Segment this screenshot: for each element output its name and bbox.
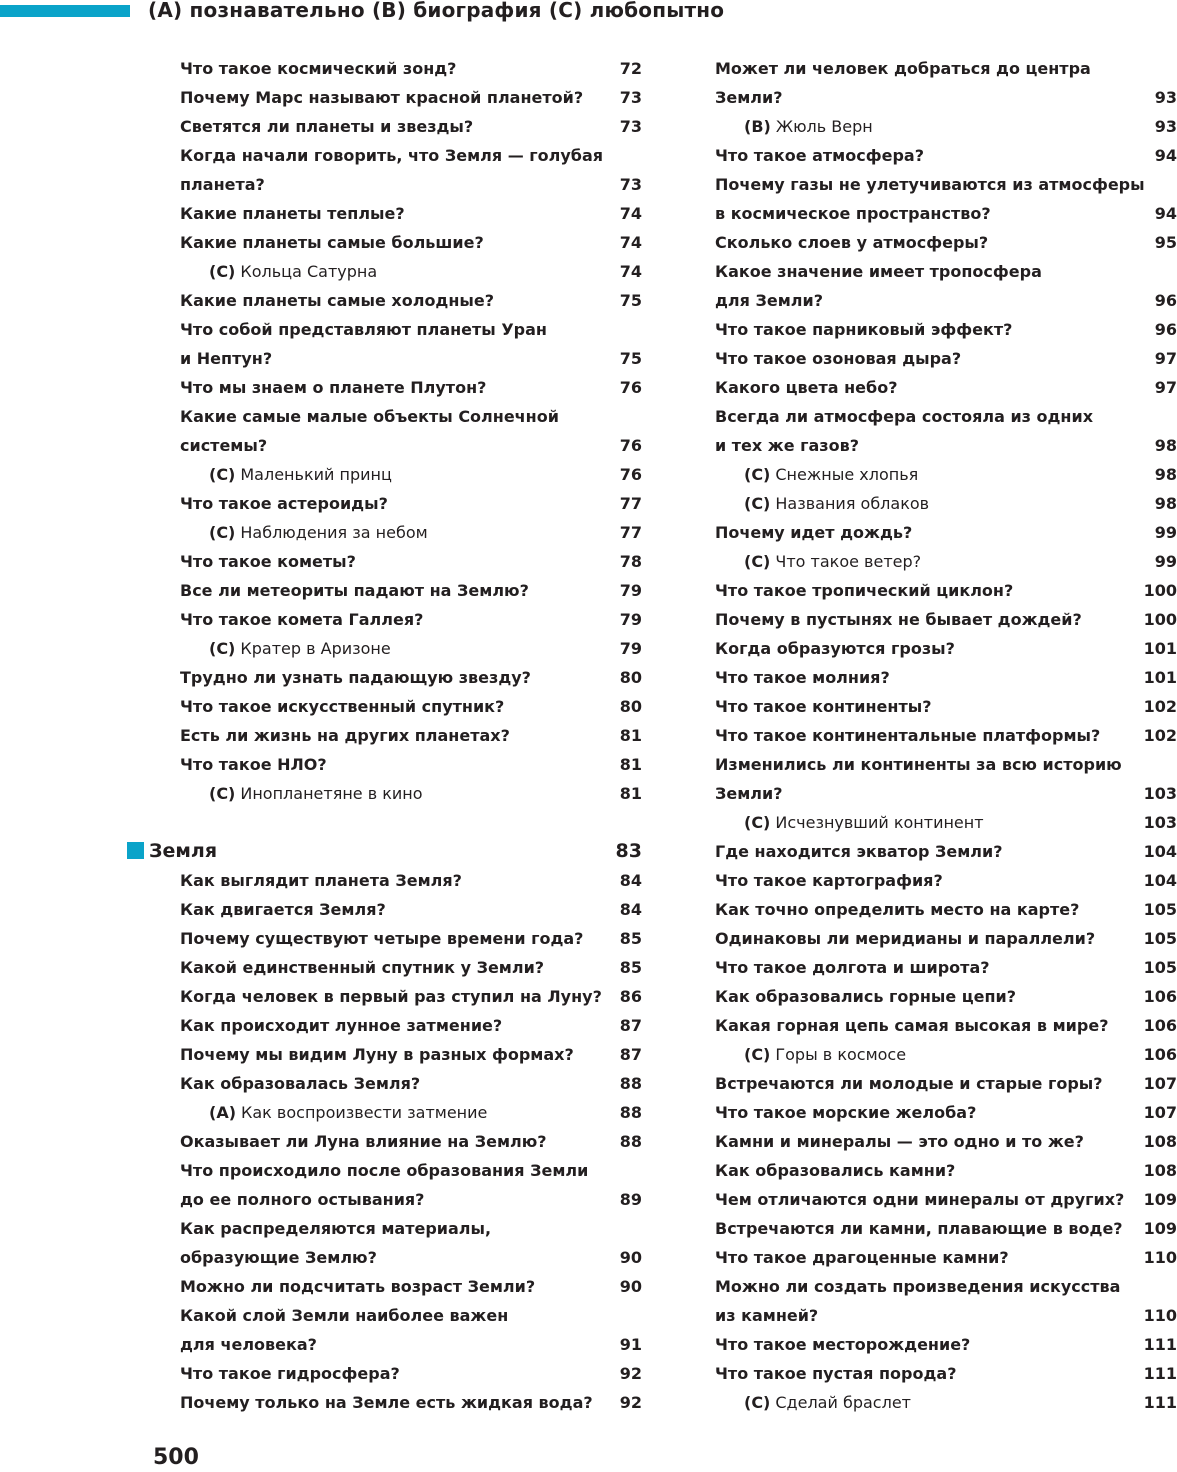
toc-subentry[interactable] (715, 808, 1177, 837)
toc-page-number: 74 (619, 233, 642, 252)
toc-page-number: 101 (1143, 639, 1177, 658)
toc-entry[interactable] (180, 1388, 642, 1417)
toc-entry-title: Сколько слоев у атмосферы? (715, 233, 989, 252)
toc-entry-title: образующие Землю? (180, 1248, 377, 1267)
toc-page-number: 103 (1143, 813, 1177, 832)
toc-entry[interactable] (715, 257, 1177, 286)
toc-entry-title: Как распределяются материалы, (180, 1219, 492, 1238)
toc-entry[interactable] (180, 721, 642, 750)
toc-entry[interactable] (180, 1359, 642, 1388)
category-tag: (B) (744, 117, 771, 136)
category-tag: (C) (744, 552, 771, 571)
toc-entry-title: Что мы знаем о планете Плутон? (180, 378, 487, 397)
toc-entry[interactable] (715, 1301, 1177, 1330)
toc-entry[interactable] (715, 1243, 1177, 1272)
toc-subentry[interactable] (715, 489, 1177, 518)
toc-entry[interactable] (180, 83, 642, 112)
toc-entry[interactable] (180, 982, 642, 1011)
toc-page-number: 90 (619, 1248, 642, 1267)
toc-page-number: 76 (619, 378, 642, 397)
category-tag: (C) (744, 1393, 771, 1412)
toc-entry[interactable] (180, 547, 642, 576)
toc-entry-title: Земли? (715, 88, 783, 107)
toc-entry[interactable] (180, 576, 642, 605)
toc-entry-title: Может ли человек добраться до центра (715, 59, 1091, 78)
toc-subentry-title: Инопланетяне в кино (240, 784, 423, 803)
toc-page-number: 91 (619, 1335, 642, 1354)
toc-page-number: 97 (1154, 349, 1177, 368)
toc-entry-title: Какие планеты теплые? (180, 204, 405, 223)
toc-entry[interactable] (180, 344, 642, 373)
toc-page-number: 98 (1154, 465, 1177, 484)
toc-entry[interactable] (180, 199, 642, 228)
toc-entry[interactable] (715, 344, 1177, 373)
toc-subentry[interactable] (180, 518, 642, 547)
toc-page-number: 81 (619, 726, 642, 745)
section-title: Земля (149, 840, 218, 862)
toc-entry-title: Что такое континенты? (715, 697, 932, 716)
toc-entry-title: Что такое картография? (715, 871, 943, 890)
toc-entry-title: из камней? (715, 1306, 819, 1325)
toc-page-number: 105 (1143, 929, 1177, 948)
toc-entry-title: Одинаковы ли меридианы и параллели? (715, 929, 1096, 948)
toc-page-number: 77 (619, 494, 642, 513)
category-tag: (C) (744, 1045, 771, 1064)
toc-spacer (180, 808, 642, 837)
toc-page-number: 93 (1154, 117, 1177, 136)
toc-page-number: 87 (619, 1016, 642, 1035)
toc-page-number: 79 (619, 610, 642, 629)
toc-entry-title: Что такое гидросфера? (180, 1364, 400, 1383)
toc-entry-title: Как образовались горные цепи? (715, 987, 1017, 1006)
toc-entry[interactable] (715, 431, 1177, 460)
toc-page-number: 105 (1143, 900, 1177, 919)
toc-entry[interactable] (715, 750, 1177, 779)
toc-page-number: 73 (619, 117, 642, 136)
toc-page-number: 95 (1154, 233, 1177, 252)
toc-entry[interactable] (715, 721, 1177, 750)
toc-page-number: 103 (1143, 784, 1177, 803)
toc-subentry-title: Названия облаков (775, 494, 930, 513)
toc-page-number: 99 (1154, 552, 1177, 571)
toc-entry-title: Как выглядит планета Земля? (180, 871, 462, 890)
toc-page-number: 107 (1143, 1103, 1177, 1122)
toc-entry[interactable] (715, 1214, 1177, 1243)
toc-page-number: 104 (1143, 842, 1177, 861)
toc-entry[interactable] (715, 1011, 1177, 1040)
toc-page-number: 74 (619, 262, 642, 281)
toc-entry[interactable] (180, 1040, 642, 1069)
toc-entry[interactable] (715, 286, 1177, 315)
toc-entry[interactable] (715, 1127, 1177, 1156)
toc-entry-title: Что такое НЛО? (180, 755, 327, 774)
toc-subentry[interactable] (180, 257, 642, 286)
toc-entry[interactable] (180, 692, 642, 721)
toc-subentry-title: Маленький принц (240, 465, 392, 484)
toc-page-number: 109 (1143, 1190, 1177, 1209)
toc-entry[interactable] (180, 750, 642, 779)
toc-entry[interactable] (715, 605, 1177, 634)
toc-entry-title: Что такое кометы? (180, 552, 356, 571)
toc-entry-title: Что такое атмосфера? (715, 146, 924, 165)
toc-entry[interactable] (180, 663, 642, 692)
toc-entry[interactable] (180, 286, 642, 315)
toc-entry-title: Что такое молния? (715, 668, 890, 687)
toc-entry[interactable] (180, 1301, 642, 1330)
toc-subentry-title: Кратер в Аризоне (240, 639, 391, 658)
toc-entry[interactable] (715, 576, 1177, 605)
toc-page-number: 80 (619, 697, 642, 716)
toc-entry[interactable] (715, 518, 1177, 547)
toc-entry[interactable] (715, 1185, 1177, 1214)
toc-page-number: 75 (619, 349, 642, 368)
toc-entry-title: Когда человек в первый раз ступил на Луну? (180, 987, 602, 1006)
toc-entry[interactable] (715, 54, 1177, 83)
toc-page-number: 97 (1154, 378, 1177, 397)
toc-subentry[interactable] (715, 1040, 1177, 1069)
toc-page-number: 104 (1143, 871, 1177, 890)
toc-entry[interactable] (180, 402, 642, 431)
toc-page-number: 84 (619, 871, 642, 890)
toc-entry[interactable] (180, 489, 642, 518)
category-tag: (A) (209, 1103, 237, 1122)
toc-subentry[interactable] (180, 634, 642, 663)
toc-entry-title: Как образовались камни? (715, 1161, 956, 1180)
toc-entry-title: Почему только на Земле есть жидкая вода? (180, 1393, 593, 1412)
toc-entry-title: Можно ли подсчитать возраст Земли? (180, 1277, 536, 1296)
toc-entry[interactable] (715, 1272, 1177, 1301)
toc-subentry-title: Жюль Верн (775, 117, 873, 136)
toc-page-number: 111 (1143, 1364, 1177, 1383)
toc-entry[interactable] (180, 315, 642, 344)
section-square-icon (127, 842, 144, 859)
toc-entry-title: Земли? (715, 784, 783, 803)
toc-page-number: 80 (619, 668, 642, 687)
toc-entry-title: Встречаются ли молодые и старые горы? (715, 1074, 1103, 1093)
toc-page-number: 96 (1154, 320, 1177, 339)
toc-page-number: 100 (1143, 581, 1177, 600)
toc-entry[interactable] (715, 982, 1177, 1011)
toc-entry-title: и Нептун? (180, 349, 273, 368)
toc-entry[interactable] (180, 1069, 642, 1098)
toc-entry-title: Почему в пустынях не бывает дождей? (715, 610, 1082, 629)
toc-entry[interactable] (180, 228, 642, 257)
toc-entry-title: Почему идет дождь? (715, 523, 913, 542)
toc-entry-title: Почему существуют четыре времени года? (180, 929, 584, 948)
toc-entry-title: в космическое пространство? (715, 204, 991, 223)
toc-entry-title: Как образовалась Земля? (180, 1074, 421, 1093)
toc-entry[interactable] (715, 228, 1177, 257)
toc-entry[interactable] (180, 141, 642, 170)
toc-page-number: 88 (619, 1074, 642, 1093)
toc-page-number: 106 (1143, 1016, 1177, 1035)
toc-entry-title: Какого цвета небо? (715, 378, 898, 397)
toc-entry-title: планета? (180, 175, 265, 194)
toc-entry-title: Встречаются ли камни, плавающие в воде? (715, 1219, 1123, 1238)
toc-entry[interactable] (715, 402, 1177, 431)
toc-page-number: 88 (619, 1103, 642, 1122)
toc-subentry[interactable] (180, 460, 642, 489)
toc-entry-title: Что такое комета Галлея? (180, 610, 424, 629)
toc-entry-title: Оказывает ли Луна влияние на Землю? (180, 1132, 547, 1151)
toc-entry[interactable] (180, 1127, 642, 1156)
toc-entry-title: Когда начали говорить, что Земля — голубая (180, 146, 604, 165)
toc-entry-title: Какие планеты самые большие? (180, 233, 484, 252)
toc-entry[interactable] (180, 1330, 642, 1359)
toc-page-number: 98 (1154, 436, 1177, 455)
toc-entry-title: Что такое континентальные платформы? (715, 726, 1101, 745)
toc-entry-title: Где находится экватор Земли? (715, 842, 1003, 861)
toc-entry[interactable] (180, 953, 642, 982)
toc-page-number: 92 (619, 1364, 642, 1383)
toc-entry[interactable] (715, 170, 1177, 199)
toc-page-number: 74 (619, 204, 642, 223)
toc-entry[interactable] (715, 779, 1177, 808)
toc-page-number: 92 (619, 1393, 642, 1412)
toc-subentry-title: Снежные хлопья (775, 465, 919, 484)
toc-entry-title: Что такое парниковый эффект? (715, 320, 1013, 339)
toc-page-number: 99 (1154, 523, 1177, 542)
toc-page-number: 88 (619, 1132, 642, 1151)
toc-entry[interactable] (715, 83, 1177, 112)
category-tag: (C) (744, 813, 771, 832)
toc-entry-title: Как двигается Земля? (180, 900, 386, 919)
toc-entry-title: Что такое искусственный спутник? (180, 697, 505, 716)
toc-page-number: 79 (619, 581, 642, 600)
toc-page-number: 72 (619, 59, 642, 78)
toc-entry[interactable] (180, 1185, 642, 1214)
toc-section-heading[interactable] (127, 837, 642, 866)
toc-page-number: 101 (1143, 668, 1177, 687)
toc-entry-title: Какое значение имеет тропосфера (715, 262, 1042, 281)
toc-page-number: 90 (619, 1277, 642, 1296)
toc-page-number: 87 (619, 1045, 642, 1064)
toc-subentry-title: Что такое ветер? (775, 552, 922, 571)
toc-entry-title: Что такое драгоценные камни? (715, 1248, 1009, 1267)
toc-entry-title: Какие самые малые объекты Солнечной (180, 407, 559, 426)
toc-page-number: 83 (615, 840, 642, 862)
toc-entry-title: Есть ли жизнь на других планетах? (180, 726, 510, 745)
toc-entry-title: Можно ли создать произведения искусства (715, 1277, 1121, 1296)
category-legend: (A) познавательно (B) биография (C) любопытно (148, 0, 725, 22)
toc-entry[interactable] (180, 1011, 642, 1040)
toc-page-number: 94 (1154, 146, 1177, 165)
toc-entry[interactable] (715, 1359, 1177, 1388)
toc-page-number: 102 (1143, 726, 1177, 745)
toc-page-number: 85 (619, 929, 642, 948)
toc-entry-title: Чем отличаются одни минералы от других? (715, 1190, 1125, 1209)
toc-page-number: 105 (1143, 958, 1177, 977)
category-tag: (C) (209, 523, 236, 542)
toc-entry[interactable] (715, 866, 1177, 895)
toc-entry[interactable] (180, 1272, 642, 1301)
toc-entry-title: Что происходило после образования Земли (180, 1161, 589, 1180)
toc-entry[interactable] (180, 866, 642, 895)
category-tag: (C) (744, 494, 771, 513)
toc-page-number: 73 (619, 88, 642, 107)
toc-entry-title: Как происходит лунное затмение? (180, 1016, 503, 1035)
toc-entry[interactable] (715, 663, 1177, 692)
toc-entry[interactable] (180, 895, 642, 924)
toc-subentry[interactable] (715, 460, 1177, 489)
toc-entry-title: Что собой представляют планеты Уран (180, 320, 547, 339)
toc-page-number: 111 (1143, 1335, 1177, 1354)
toc-page-number: 84 (619, 900, 642, 919)
toc-entry-title: Почему газы не улетучиваются из атмосферы (715, 175, 1145, 194)
toc-entry[interactable] (715, 315, 1177, 344)
toc-entry[interactable] (715, 634, 1177, 663)
toc-page-number: 76 (619, 465, 642, 484)
toc-page-number: 108 (1143, 1161, 1177, 1180)
toc-entry-title: Светятся ли планеты и звезды? (180, 117, 474, 136)
toc-entry-title: Почему Марс называют красной планетой? (180, 88, 584, 107)
toc-page-number: 110 (1143, 1248, 1177, 1267)
toc-entry-title: Изменились ли континенты за всю историю (715, 755, 1122, 774)
toc-page-number: 96 (1154, 291, 1177, 310)
toc-entry-title: Камни и минералы — это одно и то же? (715, 1132, 1084, 1151)
page-number: 500 (153, 1445, 199, 1470)
toc-entry-title: Всегда ли атмосфера состояла из одних (715, 407, 1094, 426)
category-tag: (C) (209, 465, 236, 484)
toc-page-number: 102 (1143, 697, 1177, 716)
toc-entry-title: Какой единственный спутник у Земли? (180, 958, 545, 977)
toc-subentry-title: Кольца Сатурна (240, 262, 378, 281)
toc-page-number: 79 (619, 639, 642, 658)
toc-page-number: 85 (619, 958, 642, 977)
toc-entry-title: Что такое пустая порода? (715, 1364, 957, 1383)
category-tag: (C) (209, 784, 236, 803)
toc-entry-title: до ее полного остывания? (180, 1190, 425, 1209)
category-tag: (C) (209, 639, 236, 658)
toc-subentry-title: Исчезнувший континент (775, 813, 984, 832)
toc-entry-title: Что такое тропический циклон? (715, 581, 1014, 600)
toc-entry[interactable] (180, 54, 642, 83)
toc-entry[interactable] (715, 924, 1177, 953)
toc-entry-title: Что такое астероиды? (180, 494, 388, 513)
toc-page-number: 109 (1143, 1219, 1177, 1238)
toc-entry-title: Почему мы видим Луну в разных формах? (180, 1045, 574, 1064)
toc-page-number: 100 (1143, 610, 1177, 629)
toc-entry[interactable] (715, 953, 1177, 982)
toc-entry-title: Все ли метеориты падают на Землю? (180, 581, 529, 600)
toc-entry[interactable] (180, 1243, 642, 1272)
toc-entry[interactable] (715, 1156, 1177, 1185)
toc-subentry-title: Наблюдения за небом (240, 523, 428, 542)
toc-entry[interactable] (715, 373, 1177, 402)
toc-subentry[interactable] (715, 547, 1177, 576)
toc-subentry[interactable] (715, 112, 1177, 141)
toc-entry[interactable] (180, 1214, 642, 1243)
toc-entry-title: и тех же газов? (715, 436, 859, 455)
toc-entry-title: Как точно определить место на карте? (715, 900, 1080, 919)
toc-page-number: 76 (619, 436, 642, 455)
toc-subentry-title: Как воспроизвести затмение (241, 1103, 488, 1122)
toc-column-left (149, 54, 642, 1417)
toc-page-number: 81 (619, 784, 642, 803)
toc-page-number: 93 (1154, 88, 1177, 107)
toc-column-right (715, 54, 1177, 1417)
toc-page-number: 94 (1154, 204, 1177, 223)
toc-page-number: 107 (1143, 1074, 1177, 1093)
toc-entry[interactable] (180, 170, 642, 199)
toc-entry[interactable] (715, 199, 1177, 228)
toc-entry[interactable] (180, 605, 642, 634)
category-tag: (C) (209, 262, 236, 281)
toc-entry-title: Трудно ли узнать падающую звезду? (180, 668, 531, 687)
toc-entry[interactable] (180, 924, 642, 953)
toc-page-number: 78 (619, 552, 642, 571)
toc-entry[interactable] (715, 141, 1177, 170)
toc-entry-title: Какая горная цепь самая высокая в мире? (715, 1016, 1109, 1035)
toc-entry[interactable] (715, 1069, 1177, 1098)
toc-entry[interactable] (715, 1098, 1177, 1127)
toc-entry-title: Что такое долгота и широта? (715, 958, 990, 977)
toc-entry-title: Какой слой Земли наиболее важен (180, 1306, 509, 1325)
toc-page-number: 106 (1143, 987, 1177, 1006)
toc-subentry-title: Сделай браслет (775, 1393, 911, 1412)
toc-page-number: 86 (619, 987, 642, 1006)
toc-entry-title: Когда образуются грозы? (715, 639, 955, 658)
category-tag: (C) (744, 465, 771, 484)
toc-page-number: 75 (619, 291, 642, 310)
toc-entry-title: Какие планеты самые холодные? (180, 291, 495, 310)
toc-entry[interactable] (715, 692, 1177, 721)
toc-page-number: 106 (1143, 1045, 1177, 1064)
toc-entry[interactable] (715, 837, 1177, 866)
toc-page-number: 81 (619, 755, 642, 774)
toc-entry-title: Что такое космический зонд? (180, 59, 457, 78)
header-accent-bar (0, 5, 130, 17)
toc-page-number: 77 (619, 523, 642, 542)
toc-subentry[interactable] (715, 1388, 1177, 1417)
toc-entry-title: для Земли? (715, 291, 823, 310)
toc-entry-title: системы? (180, 436, 268, 455)
toc-entry[interactable] (180, 112, 642, 141)
toc-entry[interactable] (180, 373, 642, 402)
toc-entry[interactable] (715, 1330, 1177, 1359)
toc-subentry-title: Горы в космосе (775, 1045, 907, 1064)
toc-page-number: 73 (619, 175, 642, 194)
toc-entry[interactable] (180, 1156, 642, 1185)
toc-page-number: 111 (1143, 1393, 1177, 1412)
toc-entry-title: Что такое морские желоба? (715, 1103, 977, 1122)
toc-page-number: 108 (1143, 1132, 1177, 1151)
toc-entry-title: Что такое озоновая дыра? (715, 349, 962, 368)
toc-page-number: 98 (1154, 494, 1177, 513)
toc-entry-title: Что такое месторождение? (715, 1335, 971, 1354)
toc-entry-title: для человека? (180, 1335, 317, 1354)
toc-page-number: 110 (1143, 1306, 1177, 1325)
toc-subentry[interactable] (180, 1098, 642, 1127)
toc-entry[interactable] (715, 895, 1177, 924)
toc-subentry[interactable] (180, 779, 642, 808)
toc-entry[interactable] (180, 431, 642, 460)
toc-page-number: 89 (619, 1190, 642, 1209)
